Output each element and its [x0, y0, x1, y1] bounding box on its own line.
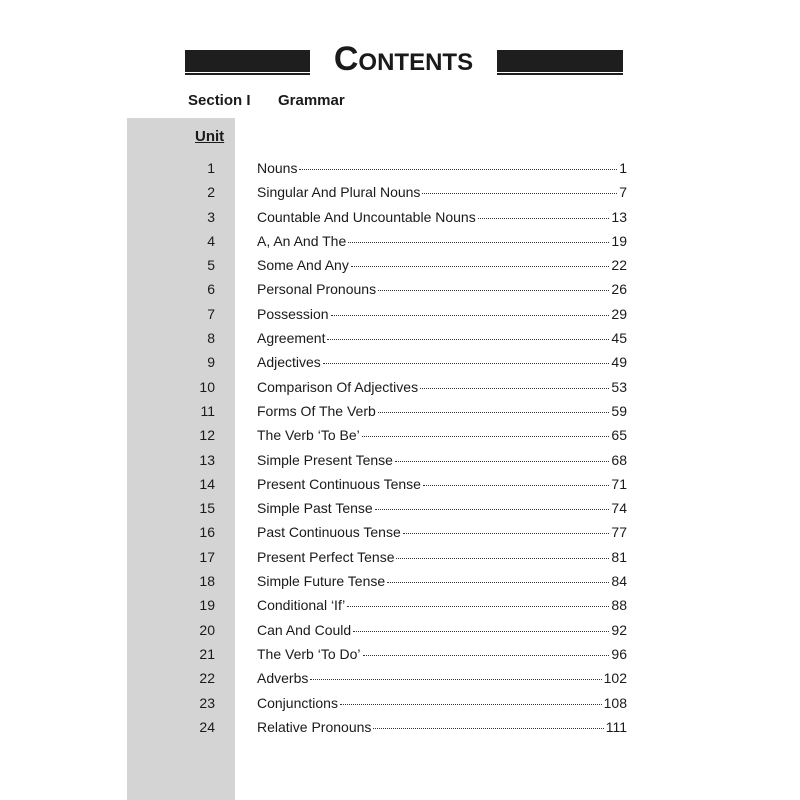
toc-unit-number: 14 [199, 475, 215, 492]
toc-unit-number: 8 [207, 330, 215, 347]
toc-page-number: 77 [611, 524, 627, 541]
toc-unit-number: 24 [199, 718, 215, 735]
toc-entry-title: The Verb ‘To Do’ [257, 645, 361, 662]
toc-dot-leader [327, 339, 609, 340]
toc-dot-leader [347, 606, 609, 607]
toc-page-number: 92 [611, 621, 627, 638]
toc-unit-number: 13 [199, 451, 215, 468]
toc-entry [127, 622, 627, 646]
toc-dot-leader [351, 266, 610, 267]
toc-page-number: 88 [611, 597, 627, 614]
toc-dot-leader [310, 679, 601, 680]
title-bar-right [497, 50, 623, 72]
toc-unit-number: 4 [207, 232, 215, 249]
toc-page-number: 49 [611, 354, 627, 371]
toc-unit-number: 21 [199, 645, 215, 662]
toc-entry-title: Past Continuous Tense [257, 524, 401, 541]
toc-entry-title: Adjectives [257, 354, 321, 371]
toc-page-number: 26 [611, 281, 627, 298]
toc-entry [127, 719, 627, 743]
toc-page-number: 59 [611, 402, 627, 419]
toc-page-number: 19 [611, 232, 627, 249]
toc-entry-title: Comparison Of Adjectives [257, 378, 419, 395]
toc-dot-leader [299, 169, 617, 170]
toc-dot-leader [478, 218, 610, 219]
toc-entry [127, 452, 627, 476]
toc-unit-number: 10 [199, 378, 215, 395]
toc-entry-title: Conditional ‘If’ [257, 597, 346, 614]
toc-page-number: 71 [611, 475, 627, 492]
toc-dot-leader [362, 436, 610, 437]
toc-entry [127, 379, 627, 403]
toc-entry [127, 281, 627, 305]
toc-entry-title: Some And Any [257, 257, 349, 274]
toc-page-number: 96 [611, 645, 627, 662]
toc-unit-number: 2 [207, 184, 215, 201]
toc-page-number: 45 [611, 330, 627, 347]
toc-unit-number: 6 [207, 281, 215, 298]
toc-unit-number: 15 [199, 500, 215, 517]
toc-dot-leader [323, 363, 610, 364]
toc-entry [127, 184, 627, 208]
toc-dot-leader [363, 655, 610, 656]
toc-unit-number: 5 [207, 257, 215, 274]
toc-entry-title: Present Perfect Tense [257, 548, 395, 565]
toc-entry [127, 695, 627, 719]
toc-entry-title: Adverbs [257, 670, 309, 687]
toc-dot-leader [353, 631, 609, 632]
toc-unit-number: 16 [199, 524, 215, 541]
toc-entry [127, 257, 627, 281]
toc-unit-number: 9 [207, 354, 215, 371]
toc-entry [127, 233, 627, 257]
toc-unit-number: 20 [199, 621, 215, 638]
toc-unit-number: 18 [199, 573, 215, 590]
toc-unit-number: 23 [199, 694, 215, 711]
toc-page-number: 53 [611, 378, 627, 395]
toc-entry [127, 500, 627, 524]
toc-dot-leader [378, 412, 610, 413]
toc-page-number: 7 [619, 184, 627, 201]
toc-page-number: 1 [619, 160, 627, 176]
toc-entry [127, 306, 627, 330]
toc-page-number: 22 [611, 257, 627, 274]
title-bar-left [185, 50, 310, 72]
toc-entry [127, 549, 627, 573]
toc-entry-title: Relative Pronouns [257, 718, 372, 735]
toc-entry [127, 670, 627, 694]
toc-entry-title: Personal Pronouns [257, 281, 377, 298]
section-label: Section I [188, 92, 251, 109]
toc-entry-title: Countable And Uncountable Nouns [257, 208, 476, 225]
toc-entry [127, 427, 627, 451]
toc-entry [127, 597, 627, 621]
toc-entry-title: Conjunctions [257, 694, 338, 711]
toc-entry-title: A, An And The [257, 232, 347, 249]
toc-entry [127, 330, 627, 354]
toc-page-number: 29 [611, 305, 627, 322]
toc-entry [127, 354, 627, 378]
toc-page-number: 74 [611, 500, 627, 517]
toc-entry [127, 573, 627, 597]
page-title: Contents [333, 40, 474, 78]
toc-entry [127, 403, 627, 427]
toc-entry-title: Simple Present Tense [257, 451, 393, 468]
toc-dot-leader [420, 388, 609, 389]
toc-entry-title: Nouns [257, 160, 298, 176]
toc-unit-number: 19 [199, 597, 215, 614]
toc-page-number: 81 [611, 548, 627, 565]
toc-entry [127, 160, 627, 184]
toc-entry-title: Possession [257, 305, 329, 322]
unit-column-header: Unit [195, 128, 225, 145]
toc-dot-leader [348, 242, 609, 243]
toc-unit-number: 12 [199, 427, 215, 444]
toc-entry [127, 524, 627, 548]
toc-entry-title: Present Continuous Tense [257, 475, 421, 492]
toc-dot-leader [396, 558, 609, 559]
section-name: Grammar [278, 92, 345, 109]
toc-unit-number: 3 [207, 208, 215, 225]
toc-page-number: 68 [611, 451, 627, 468]
toc-dot-leader [331, 315, 610, 316]
toc-dot-leader [387, 582, 609, 583]
toc-entry-title: Agreement [257, 330, 326, 347]
toc-page-number: 111 [605, 718, 627, 735]
toc-dot-leader [373, 728, 603, 729]
toc-page-number: 84 [611, 573, 627, 590]
toc-page-number: 102 [603, 670, 627, 687]
toc-page-number: 65 [611, 427, 627, 444]
toc-dot-leader [422, 193, 617, 194]
toc-dot-leader [423, 485, 609, 486]
toc-entry-title: The Verb ‘To Be’ [257, 427, 360, 444]
toc-entry-title: Simple Future Tense [257, 573, 386, 590]
toc-unit-number: 7 [207, 305, 215, 322]
toc-entry [127, 476, 627, 500]
toc-dot-leader [403, 533, 610, 534]
toc-unit-number: 1 [207, 160, 215, 176]
toc-unit-number: 11 [200, 402, 215, 419]
toc-dot-leader [375, 509, 610, 510]
toc-entry-title: Singular And Plural Nouns [257, 184, 421, 201]
toc-dot-leader [378, 290, 609, 291]
toc-unit-number: 17 [199, 548, 215, 565]
toc-page-number: 13 [611, 208, 627, 225]
toc-entry-title: Forms Of The Verb [257, 402, 376, 419]
toc-entry-title: Can And Could [257, 621, 352, 638]
toc-page-number: 108 [603, 694, 627, 711]
toc-list [127, 160, 627, 743]
toc-entry [127, 646, 627, 670]
toc-entry [127, 209, 627, 233]
toc-dot-leader [340, 704, 602, 705]
toc-dot-leader [395, 461, 609, 462]
toc-unit-number: 22 [199, 670, 215, 687]
toc-entry-title: Simple Past Tense [257, 500, 373, 517]
